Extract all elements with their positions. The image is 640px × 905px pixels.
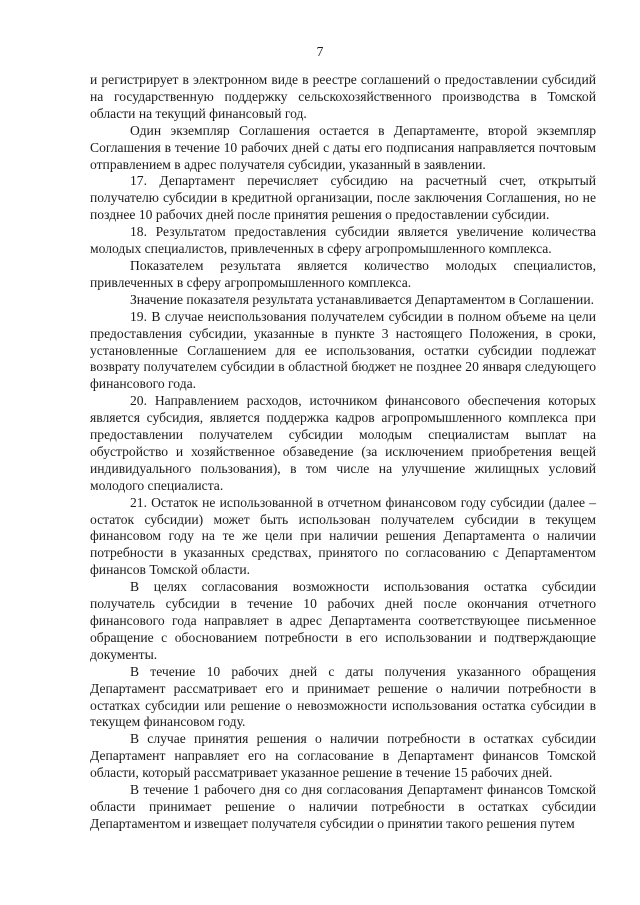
paragraph-1: и регистрирует в электронном виде в реестре соглашений о предоставлении субсидий на государственную поддержку сельскохозяйственного производства в Томской области на текущий финансовый год. <box>90 72 596 121</box>
paragraph-5: Показателем результата является количество молодых специалистов, привлеченных в сферу агропромышленного комплекса. <box>90 257 596 290</box>
paragraph-4: 18. Результатом предоставления субсидии является увеличение количества молодых специалистов, привлеченных в сферу агропромышленного комплекса. <box>90 224 596 257</box>
paragraph-6: Значение показателя результата устанавливается Департаментом в Соглашении. <box>130 291 594 307</box>
paragraph-2: Один экземпляр Соглашения остается в Департаменте, второй экземпляр Соглашения в течение 10 рабочих дней с даты его подписания направляется почтовым отправлением в адрес получателя субсидии, указанный в заявлении. <box>90 122 596 172</box>
paragraph-13: В течение 1 рабочего дня со дня согласования Департамент финансов Томской области принимает решение о наличии потребности в остатках субсидии Департаментом и извещает получателя субсидии о принятии такого решения путем <box>90 782 596 831</box>
page-number: 7 <box>316 44 324 59</box>
paragraph-8: 20. Направлением расходов, источником финансового обеспечения которых является субсидия, является поддержка кадров агропромышленного комплекса при предоставлении получателем субсидии молодым специалистам выплат на обустройство и хозяйственное обзаведение (за исключением приобретения вещей индивидуального пользования), в том числе на улучшение жилищных условий молодого специалиста. <box>90 393 596 493</box>
paragraph-9: 21. Остаток не использованной в отчетном финансовом году субсидии (далее – остаток субсидии) может быть использован получателем субсидии в текущем финансовом году на те же цели при наличии решения Департамента о наличии потребности в указанных средствах, принятого по согласованию с Департаментом финансов Томской области. <box>90 494 596 578</box>
paragraph-11: В течение 10 рабочих дней с даты получения указанного обращения Департамент рассматривает его и принимает решение о наличии потребности в остатках субсидии или решение о невозможности использования остатка субсидии в текущем финансовом году. <box>90 663 596 730</box>
document-body <box>90 72 596 833</box>
paragraph-10: В целях согласования возможности использования остатка субсидии получатель субсидии в течение 10 рабочих дней после окончания отчетного финансового года направляет в адрес Департамента соответствующее письменное обращение с обоснованием потребности в его использовании и подтверждающие документы. <box>90 579 596 662</box>
paragraph-3: 17. Департамент перечисляет субсидию на расчетный счет, открытый получателю субсидии в кредитной организации, после заключения Соглашения, но не позднее 10 рабочих дней после принятия решения о предоставлении субсидии. <box>90 173 596 223</box>
paragraph-7: 19. В случае неиспользования получателем субсидии в полном объеме на цели предоставления субсидии, указанные в пункте 3 настоящего Положения, в сроки, установленные Соглашением для ее использования, остатки субсидии подлежат возврату получателем субсидии в областной бюджет не позднее 20 января следующего финансового года. <box>90 308 596 392</box>
paragraph-12: В случае принятия решения о наличии потребности в остатках субсидии Департамент направляет его на согласование в Департамент финансов Томской области, который рассматривает указанное решение в течение 15 рабочих дней. <box>90 731 596 781</box>
